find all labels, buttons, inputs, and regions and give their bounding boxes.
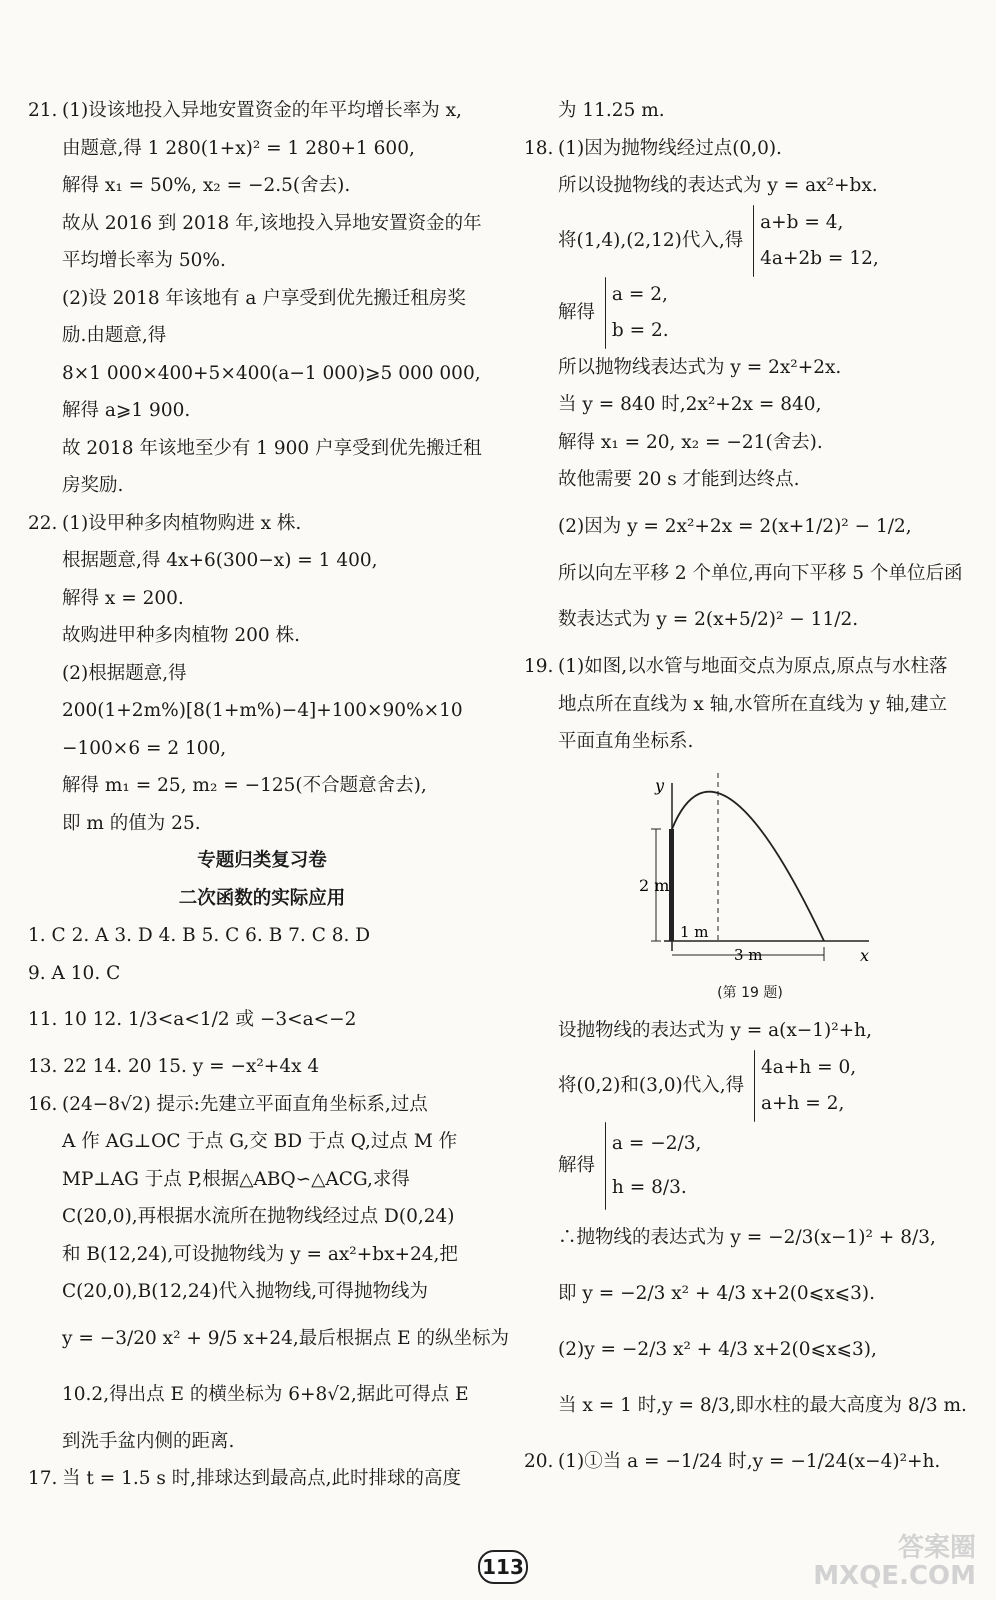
q21-line6: (2)设 2018 年该地有 a 户享受到优先搬迁租房奖 [62, 287, 466, 309]
equation-brace: a+b = 4, 4a+2b = 12, [749, 205, 879, 277]
q16-line7: y = −3/20 x² + 9/5 x+24,最后根据点 E 的纵坐标为 [62, 1327, 510, 1349]
equation-brace: 4a+h = 0, a+h = 2, [750, 1050, 856, 1122]
q19-line7: ∴抛物线的表达式为 y = −2/3(x−1)² + 8/3, [558, 1226, 936, 1248]
water-pipe [669, 829, 674, 941]
page-number: 113 [478, 1550, 528, 1584]
q18-line6: 当 y = 840 时,2x²+2x = 840, [558, 394, 822, 415]
q22-line9: 即 m 的值为 25. [62, 812, 201, 834]
left-column [28, 92, 510, 1498]
q19-line9: (2)y = −2/3 x² + 4/3 x+2(0⩽x⩽3), [558, 1338, 877, 1360]
q18-line11: 数表达式为 y = 2(x+5/2)² − 11/2. [558, 609, 859, 630]
q16-line3: MP⊥AG 于点 P,根据△ABQ∽△ACG,求得 [62, 1168, 410, 1190]
label-2m: 2 m [639, 875, 670, 895]
q22-line8: 解得 m₁ = 25, m₂ = −125(不合题意舍去), [62, 775, 427, 796]
q19-line4: 设抛物线的表达式为 y = a(x−1)²+h, [558, 1020, 872, 1041]
solution-brace: a = 2, b = 2. [601, 277, 669, 349]
q18-system2: 解得 a = 2, b = 2. [524, 277, 976, 349]
q16-line9: 到洗手盆内侧的距离. [62, 1430, 235, 1452]
q21-line10: 故 2018 年该地至少有 1 900 户享受到优先搬迁租 [62, 437, 482, 459]
answers-row2: 9. A 10. C [28, 962, 121, 984]
q22-line1: 22. (1)设甲种多肉植物购进 x 株. [28, 512, 302, 534]
figure-19 [524, 761, 976, 981]
q18-line10: 所以向左平移 2 个单位,再向下平移 5 个单位后函 [558, 562, 963, 584]
answers-row3: 11. 10 12. 1/3<a<1/2 或 −3<a<−2 [28, 1009, 357, 1030]
q19-line1: 19. (1)如图,以水管与地面交点为原点,原点与水柱落 [524, 656, 948, 677]
q18-line8: 故他需要 20 s 才能到达终点. [558, 469, 800, 490]
label-1m: 1 m [680, 922, 709, 941]
answers-row4: 13. 22 14. 20 15. y = −x²+4x 4 [28, 1056, 320, 1077]
parabola-diagram [524, 761, 976, 971]
solution-brace: a = −2/3, h = 8/3. [601, 1122, 701, 1210]
q22-line3: 解得 x = 200. [62, 587, 184, 609]
q21-line7: 励.由题意,得 [62, 325, 167, 346]
q21-line11: 房奖励. [62, 475, 124, 496]
q18-line1: 18. (1)因为抛物线经过点(0,0). [524, 137, 782, 159]
q22-line2: 根据题意,得 4x+6(300−x) = 1 400, [62, 550, 378, 571]
section-title: 专题归类复习卷 [197, 850, 327, 871]
q17-continuation: 为 11.25 m. [558, 100, 665, 121]
q18-line5: 所以抛物线表达式为 y = 2x²+2x. [558, 356, 842, 378]
q22-line7: −100×6 = 2 100, [62, 737, 227, 759]
right-column [524, 92, 976, 1490]
q16-line2: A 作 AG⊥OC 于点 G,交 BD 于点 Q,过点 M 作 [62, 1131, 458, 1152]
q21-line8: 8×1 000×400+5×400(a−1 000)⩾5 000 000, [62, 362, 481, 384]
q16-line6: C(20,0),B(12,24)代入抛物线,可得抛物线为 [62, 1281, 429, 1302]
q18-line7: 解得 x₁ = 20, x₂ = −21(舍去). [558, 431, 823, 453]
q16-line5: 和 B(12,24),可设抛物线为 y = ax²+bx+24,把 [62, 1243, 458, 1265]
q19-system1: 将(0,2)和(3,0)代入,得 4a+h = 0, a+h = 2, [524, 1050, 976, 1122]
section-subtitle: 二次函数的实际应用 [178, 887, 346, 909]
q22-line5: (2)根据题意,得 [62, 662, 187, 684]
q17-line1: 17. 当 t = 1.5 s 时,排球达到最高点,此时排球的高度 [28, 1468, 462, 1489]
watermark: 答案圈 MXQE.COM [813, 1533, 976, 1591]
q18-line9: (2)因为 y = 2x²+2x = 2(x+1/2)² − 1/2, [558, 515, 912, 537]
answers-row1: 1. C 2. A 3. D 4. B 5. C 6. B 7. C 8. D [28, 925, 371, 946]
y-axis-label: y [655, 775, 665, 795]
q22-line4: 故购进甲种多肉植物 200 株. [62, 625, 300, 646]
q21-line5: 平均增长率为 50%. [62, 250, 226, 271]
q19-line10: 当 x = 1 时,y = 8/3,即水柱的最大高度为 8/3 m. [558, 1394, 967, 1416]
parabola-curve [672, 791, 824, 940]
q18-system1: 将(1,4),(2,12)代入,得 a+b = 4, 4a+2b = 12, [524, 205, 976, 277]
q19-line8: 即 y = −2/3 x² + 4/3 x+2(0⩽x⩽3). [558, 1282, 876, 1304]
q21-line4: 故从 2016 到 2018 年,该地投入异地安置资金的年 [62, 212, 482, 234]
q16-line4: C(20,0),再根据水流所在抛物线经过点 D(0,24) [62, 1206, 455, 1227]
label-3m: 3 m [734, 945, 763, 964]
q19-line3: 平面直角坐标系. [558, 731, 694, 752]
q21-line2: 由题意,得 1 280(1+x)² = 1 280+1 600, [62, 137, 415, 159]
q21-line3: 解得 x₁ = 50%, x₂ = −2.5(舍去). [62, 175, 351, 196]
q21-line9: 解得 a⩾1 900. [62, 400, 191, 421]
q16-line8: 10.2,得出点 E 的横坐标为 6+8√2,据此可得点 E [62, 1383, 469, 1405]
q21-line1: 21. (1)设该地投入异地安置资金的年平均增长率为 x, [28, 100, 462, 121]
x-axis-label: x [860, 945, 870, 965]
q20-line1: 20. (1)①当 a = −1/24 时,y = −1/24(x−4)²+h. [524, 1450, 941, 1472]
q16-line1: 16. (24−8√2) 提示:先建立平面直角坐标系,过点 [28, 1093, 428, 1115]
q18-line2: 所以设抛物线的表达式为 y = ax²+bx. [558, 175, 878, 196]
figure-caption: (第 19 题) [717, 984, 783, 1001]
q19-system2: 解得 a = −2/3, h = 8/3. [524, 1122, 976, 1210]
q19-line2: 地点所在直线为 x 轴,水管所在直线为 y 轴,建立 [558, 693, 948, 715]
q22-line6: 200(1+2m%)[8(1+m%)−4]+100×90%×10 [62, 700, 463, 721]
